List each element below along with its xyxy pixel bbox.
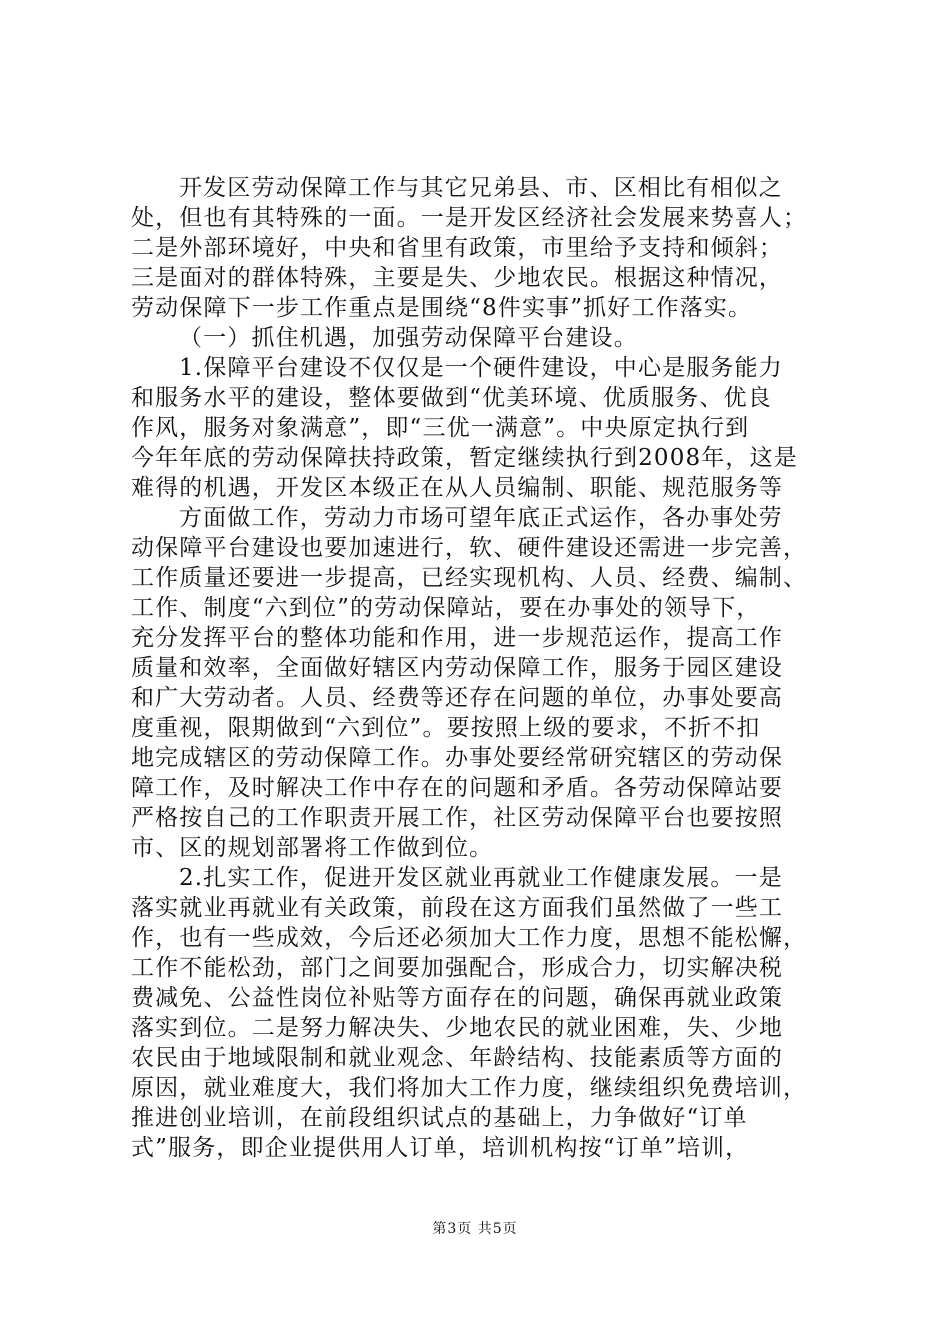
text-line: 今年年底的劳动保障扶持政策，暂定继续执行到2008年，这是: [131, 445, 798, 471]
text-line: 作，也有一些成效，今后还必须加大工作力度，思想不能松懈，: [131, 925, 808, 951]
text-line: 三是面对的群体特殊，主要是失、少地农民。根据这种情况，: [131, 265, 784, 291]
text-line: 工作、制度“六到位”的劳动保障站，要在办事处的领导下，: [131, 595, 761, 621]
text-line: 原因，就业难度大，我们将加大工作力度，继续组织免费培训，: [131, 1075, 808, 1101]
text-line: 市、区的规划部署将工作做到位。: [131, 835, 494, 861]
text-line: （一）抓住机遇，加强劳动保障平台建设。: [179, 325, 638, 351]
text-line: 落实到位。二是努力解决失、少地农民的就业困难，失、少地: [131, 1015, 784, 1041]
text-line: 难得的机遇，开发区本级正在从人员编制、职能、规范服务等: [131, 475, 784, 501]
text-line: 严格按自己的工作职责开展工作，社区劳动保障平台也要按照: [131, 805, 784, 831]
text-line: 和服务水平的建设，整体要做到“优美环境、优质服务、优良: [131, 385, 772, 411]
text-line: 推进创业培训，在前段组织试点的基础上，力争做好“订单: [131, 1105, 748, 1131]
text-line: 度重视，限期做到“六到位”。要按照上级的要求，不折不扣: [131, 715, 761, 741]
text-line: 劳动保障下一步工作重点是围绕“8件实事”抓好工作落实。: [131, 295, 753, 321]
text-line: 农民由于地域限制和就业观念、年龄结构、技能素质等方面的: [131, 1045, 784, 1071]
text-line: 处，但也有其特殊的一面。一是开发区经济社会发展来势喜人；: [131, 205, 808, 231]
text-line: 式”服务，即企业提供用人订单，培训机构按“订单”培训，: [131, 1135, 750, 1161]
text-line: 方面做工作，劳动力市场可望年底正式运作，各办事处劳: [179, 505, 783, 531]
text-line: 工作不能松劲，部门之间要加强配合，形成合力，切实解决税: [131, 955, 784, 981]
text-line: 2.扎实工作，促进开发区就业再就业工作健康发展。一是: [179, 865, 783, 891]
text-line: 工作质量还要进一步提高，已经实现机构、人员、经费、编制、: [131, 565, 808, 591]
text-line: 障工作，及时解决工作中存在的问题和矛盾。各劳动保障站要: [131, 775, 784, 801]
text-line: 落实就业再就业有关政策，前段在这方面我们虽然做了一些工: [131, 895, 784, 921]
text-line: 作风，服务对象满意”，即“三优一满意”。中央原定执行到: [131, 415, 750, 441]
text-line: 二是外部环境好，中央和省里有政策，市里给予支持和倾斜；: [131, 235, 784, 261]
text-line: 费减免、公益性岗位补贴等方面存在的问题，确保再就业政策: [131, 985, 784, 1011]
text-line: 动保障平台建设也要加速进行，软、硬件建设还需进一步完善，: [131, 535, 808, 561]
page-footer: 第3页 共5页: [432, 1221, 518, 1237]
body-text: [131, 173, 831, 1163]
text-line: 充分发挥平台的整体功能和作用，进一步规范运作，提高工作: [131, 625, 784, 651]
text-line: 地完成辖区的劳动保障工作。办事处要经常研究辖区的劳动保: [131, 745, 784, 771]
text-line: 1.保障平台建设不仅仅是一个硬件建设，中心是服务能力: [179, 355, 783, 381]
text-line: 开发区劳动保障工作与其它兄弟县、市、区相比有相似之: [179, 175, 783, 201]
text-line: 质量和效率，全面做好辖区内劳动保障工作，服务于园区建设: [131, 655, 784, 681]
text-line: 和广大劳动者。人员、经费等还存在问题的单位，办事处要高: [131, 685, 784, 711]
